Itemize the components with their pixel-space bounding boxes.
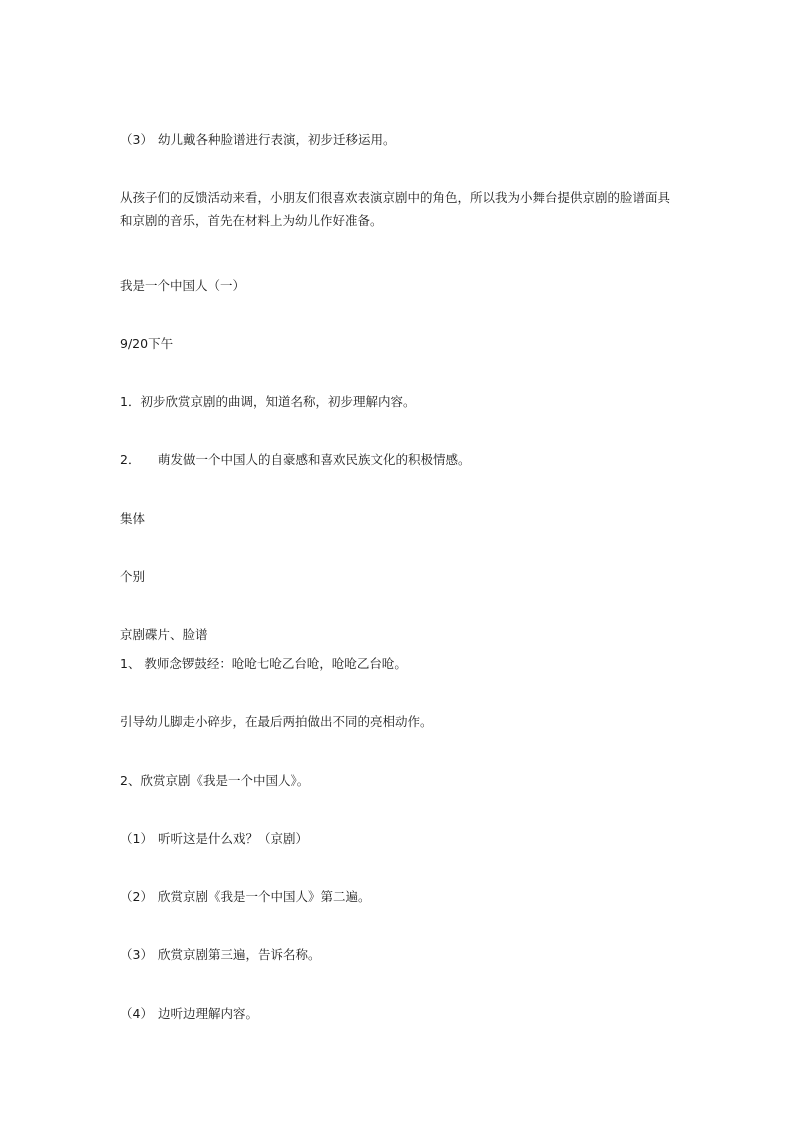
list-number: （3） [120,132,153,147]
sub-step-3 [120,947,680,963]
process-step-1-detail: 引导幼儿脚走小碎步，在最后两拍做出不同的亮相动作。 [120,714,433,729]
sub-step-1 [120,831,680,847]
activity-title: 我是一个中国人（一） [120,278,246,293]
line-text: 欣赏京剧《我是一个中国人》第二遍。 [158,889,371,904]
line-text: 欣赏京剧第三遍，告诉名称。 [158,947,321,962]
list-number: （1） [120,831,153,846]
sub-step-2 [120,889,680,905]
process-step-2: 2、欣赏京剧《我是一个中国人》。 [120,773,310,788]
goal-1: 1．初步欣赏京剧的曲调，知道名称，初步理解内容。 [120,394,416,409]
list-number: （3） [120,947,153,962]
activity-step-3 [120,132,680,148]
line-text: 边听边理解内容。 [158,1006,259,1021]
line-text: 萌发做一个中国人的自豪感和喜欢民族文化的积极情感。 [158,452,471,467]
line-text: 幼儿戴各种脸谱进行表演，初步迁移运用。 [158,132,396,147]
list-number: （4） [120,1006,153,1021]
reflection-paragraph: 从孩子们的反馈活动来看，小朋友们很喜欢表演京剧中的角色，所以我为小舞台提供京剧的脸谱面具和京剧的音乐，首先在材料上为幼儿作好准备。 [120,190,671,228]
materials: 京剧碟片、脸谱 [120,627,208,642]
list-number: （2） [120,889,153,904]
form-group: 集体 [120,511,146,526]
form-individual: 个别 [120,569,146,584]
goal-2 [120,452,680,468]
list-number: 2． [120,452,141,467]
line-text: 听听这是什么戏？（京剧） [158,831,309,846]
process-step-1: 1、 教师念锣鼓经：呛呛七呛乙台呛，呛呛乙台呛。 [120,656,407,671]
activity-date: 9/20下午 [120,336,174,351]
sub-step-4 [120,1006,680,1022]
